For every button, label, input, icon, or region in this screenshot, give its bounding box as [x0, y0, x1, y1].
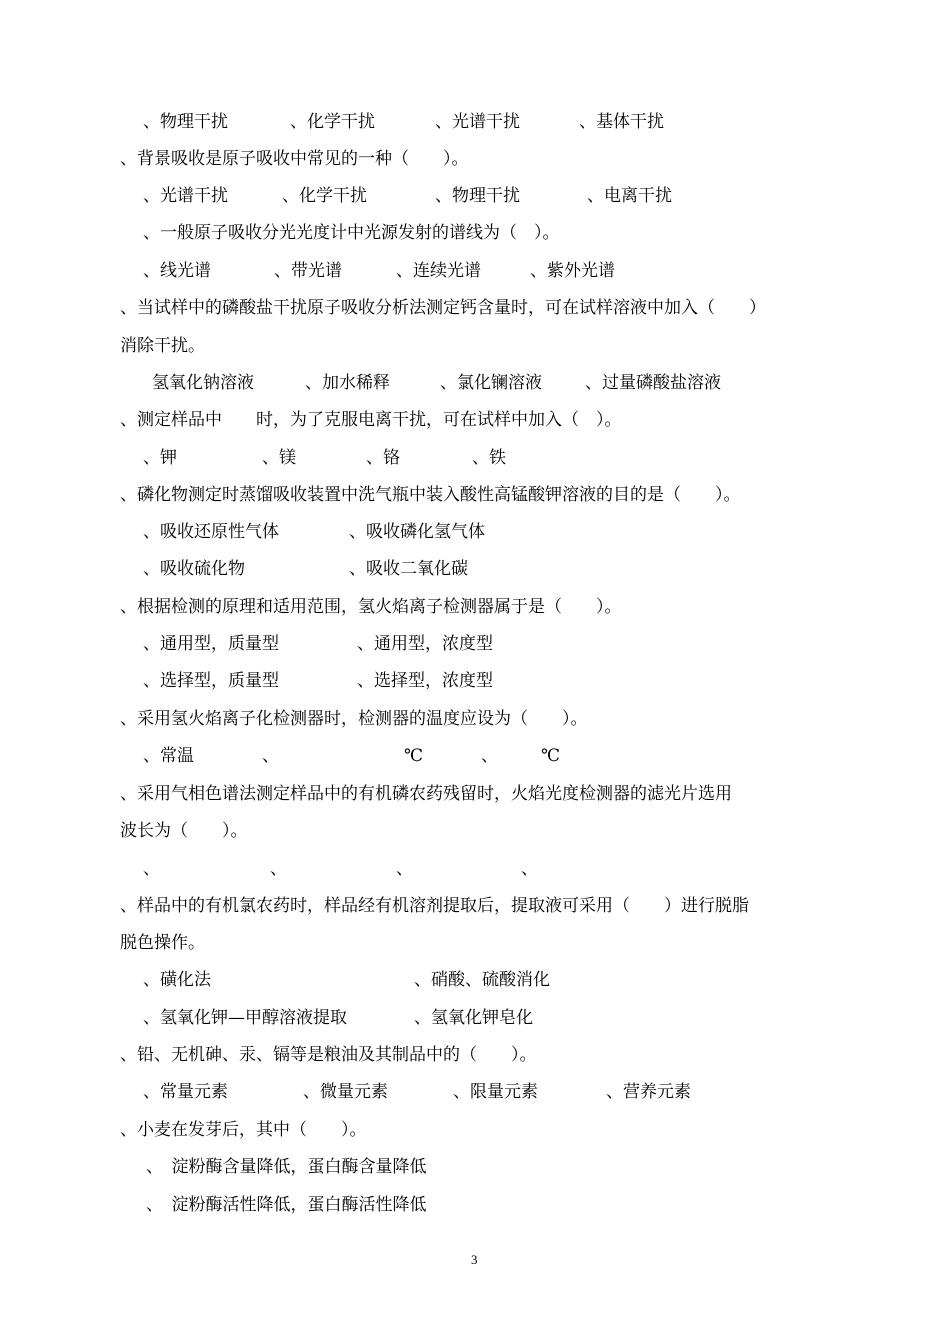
q6-option-a: 、吸收还原性气体	[143, 522, 279, 542]
q5-option-d: 、铁	[472, 448, 506, 468]
q8-stem: 、采用氢火焰离子化检测器时，检测器的温度应设为（ ）。	[120, 709, 588, 729]
q2-option-c: 、物理干扰	[435, 186, 520, 206]
q4-option-d: 、过量磷酸盐溶液	[585, 373, 721, 393]
q10-option-b: 、硝酸、硫酸消化	[414, 970, 550, 990]
q11-option-c: 、限量元素	[453, 1082, 538, 1102]
q4-option-c: 、氯化镧溶液	[440, 373, 542, 393]
q10-stem-line1: 、样品中的有机氯农药时，样品经有机溶剂提取后，提取液可采用（ ）进行脱脂	[120, 896, 749, 916]
q11-option-d: 、营养元素	[606, 1082, 691, 1102]
q10-option-c: 、氢氧化钾—甲醇溶液提取	[143, 1008, 347, 1028]
q4-stem-line2: 消除干扰。	[120, 336, 205, 356]
q2-option-d: 、电离干扰	[587, 186, 672, 206]
page-number: 3	[471, 1252, 478, 1267]
q2-option-a: 、光谱干扰	[143, 186, 228, 206]
q7-option-a: 、通用型，质量型	[143, 634, 279, 654]
q6-stem: 、磷化物测定时蒸馏吸收装置中洗气瓶中装入酸性高锰酸钾溶液的目的是（ ）。	[120, 485, 741, 505]
q2-stem: 、背景吸收是原子吸收中常见的一种（ ）。	[120, 149, 469, 169]
q9-stem-line1: 、采用气相色谱法测定样品中的有机磷农药残留时，火焰光度检测器的滤光片选用	[120, 784, 732, 804]
q7-option-d: 、选择型，浓度型	[357, 671, 493, 691]
q7-option-c: 、选择型，质量型	[143, 671, 279, 691]
q3-option-a: 、线光谱	[143, 261, 211, 281]
q8-option-b: 、	[262, 746, 279, 766]
q6-option-d: 、吸收二氧化碳	[349, 559, 468, 579]
q9-option-a: 、	[143, 859, 160, 879]
q8-option-c: 、	[481, 746, 498, 766]
q5-option-b: 、镁	[262, 448, 296, 468]
q11-stem: 、铅、无机砷、汞、镉等是粮油及其制品中的（ ）。	[120, 1045, 537, 1065]
q10-option-d: 、氢氧化钾皂化	[414, 1008, 533, 1028]
q7-option-b: 、通用型，浓度型	[357, 634, 493, 654]
q9-option-d: 、	[521, 859, 538, 879]
q5-option-c: 、铬	[366, 448, 400, 468]
q8-option-c-unit: ℃	[541, 746, 561, 766]
q7-stem: 、根据检测的原理和适用范围，氢火焰离子检测器属于是（ ）。	[120, 597, 622, 617]
q10-option-a: 、磺化法	[143, 970, 211, 990]
q1-option-d: 、基体干扰	[579, 112, 664, 132]
q12-option-a: 、 淀粉酶含量降低，蛋白酶含量降低	[146, 1157, 427, 1177]
q9-stem-line2: 波长为（ ）。	[120, 821, 248, 841]
q11-option-a: 、常量元素	[143, 1082, 228, 1102]
q3-option-c: 、连续光谱	[396, 261, 481, 281]
q6-option-c: 、吸收硫化物	[143, 559, 245, 579]
q12-stem: 、小麦在发芽后，其中（ ）。	[120, 1120, 367, 1140]
q8-option-b-unit: ℃	[404, 746, 424, 766]
q8-option-a: 、常温	[143, 746, 194, 766]
q9-option-b: 、	[270, 859, 287, 879]
q4-stem-line1: 、当试样中的磷酸盐干扰原子吸收分析法测定钙含量时，可在试样溶液中加入（ ）	[120, 298, 766, 318]
q3-option-d: 、紫外光谱	[530, 261, 615, 281]
q1-option-b: 、化学干扰	[290, 112, 375, 132]
q2-option-b: 、化学干扰	[282, 186, 367, 206]
q9-option-c: 、	[396, 859, 413, 879]
q5-stem: 、测定样品中 时，为了克服电离干扰，可在试样中加入（ ）。	[120, 410, 622, 430]
q4-option-a: 氢氧化钠溶液	[152, 373, 254, 393]
q5-option-a: 、钾	[143, 448, 177, 468]
q10-stem-line2: 脱色操作。	[120, 933, 205, 953]
q3-option-b: 、带光谱	[274, 261, 342, 281]
q4-option-b: 、加水稀释	[305, 373, 390, 393]
q6-option-b: 、吸收磷化氢气体	[349, 522, 485, 542]
q11-option-b: 、微量元素	[303, 1082, 388, 1102]
q3-stem: 、一般原子吸收分光光度计中光源发射的谱线为（ ）。	[143, 223, 560, 243]
q1-option-a: 、物理干扰	[143, 112, 228, 132]
q12-option-b: 、 淀粉酶活性降低，蛋白酶活性降低	[146, 1195, 427, 1215]
q1-option-c: 、光谱干扰	[435, 112, 520, 132]
